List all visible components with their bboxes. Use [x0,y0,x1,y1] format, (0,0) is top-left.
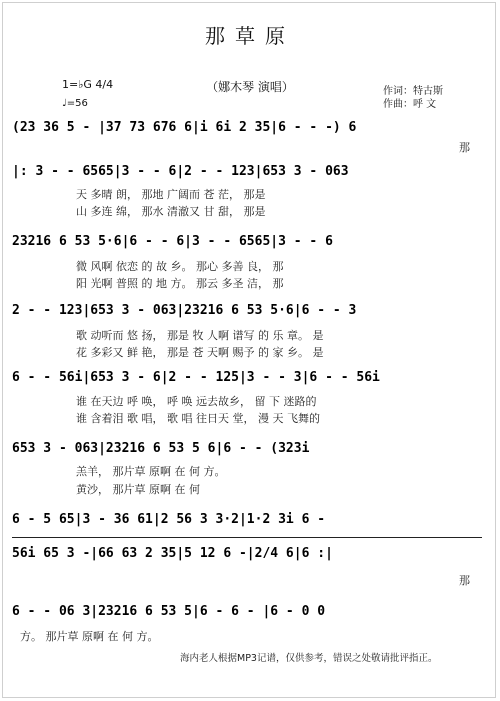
staff-line-2: |: 3 - - 6565|3 - - 6|2 - - 123|653 3 - 063 [12,164,349,179]
staff-line-6: 653 3 - 063|23216 6 53 5 6|6 - - (323i [12,441,310,456]
lyric-pickup-1: 那 [459,141,470,154]
footnote: 海内老人根据MP3记谱，仅供参考，错误之处敬请批评指正。 [180,653,438,664]
system-separator [12,537,482,538]
staff-line-1: (23 36 5 - |37 73 676 6|i 6i 2 35|6 - - -) 6 [12,120,357,135]
staff-line-9: 6 - - 06 3|23216 6 53 5|6 - 6 - |6 - 0 0 [12,604,326,619]
lyric-line-8: 那 [459,574,470,587]
staff-line-5: 6 - - 56i|653 3 - 6|2 - - 125|3 - - 3|6 - - 56i [12,370,380,385]
staff-line-7: 6 - 5 65|3 - 36 61|2 56 3 3·2|1·2 3i 6 - [12,512,326,527]
tempo-marking: ♩=56 [62,98,88,109]
performer-line: （娜木琴 演唱） [206,80,294,94]
staff-line-8: 56i 65 3 -|66 63 2 35|5 12 6 -|2/4 6|6 :| [12,546,333,561]
lyricist-credit: 作词：特古斯 [383,86,443,97]
lyric-line-2a: 天 多晴 朗， 那地 广阔而 苍 茫， 那是 [76,188,266,201]
key-signature: 1=♭G 4/4 [62,78,114,91]
lyric-line-2b: 山 多连 绵， 那水 清澈又 甘 甜， 那是 [76,205,266,218]
composer-credit: 作曲：呼 文 [383,99,437,110]
song-title: 那草原 [205,24,295,48]
lyric-line-6b: 黄沙， 那片草 原啊 在 何 [76,483,200,496]
staff-line-3: 23216 6 53 5·6|6 - - 6|3 - - 6565|3 - - 6 [12,234,333,249]
lyric-line-4b: 花 多彩又 鲜 艳， 那是 苍 天啊 赐予 的 家 乡。 是 [76,346,324,359]
lyric-line-5a: 谁 在天边 呼 唤， 呼 唤 远去故乡， 留 下 迷路的 [76,395,317,408]
lyric-line-3a: 微 风啊 依恋 的 故 乡。 那心 多善 良， 那 [76,260,284,273]
lyric-line-5b: 谁 含着泪 歌 唱， 歌 唱 往日天 堂， 漫 天 飞舞的 [76,412,320,425]
staff-line-4: 2 - - 123|653 3 - 063|23216 6 53 5·6|6 - - 3 [12,303,357,318]
lyric-line-9: 方。 那片草 原啊 在 何 方。 [20,630,159,643]
lyric-line-4a: 歌 动听而 悠 扬， 那是 牧 人啊 谱写 的 乐 章。 是 [76,329,324,342]
lyric-line-3b: 阳 光啊 普照 的 地 方。 那云 多圣 洁， 那 [76,277,284,290]
lyric-line-6a: 羔羊， 那片草 原啊 在 何 方。 [76,465,226,478]
